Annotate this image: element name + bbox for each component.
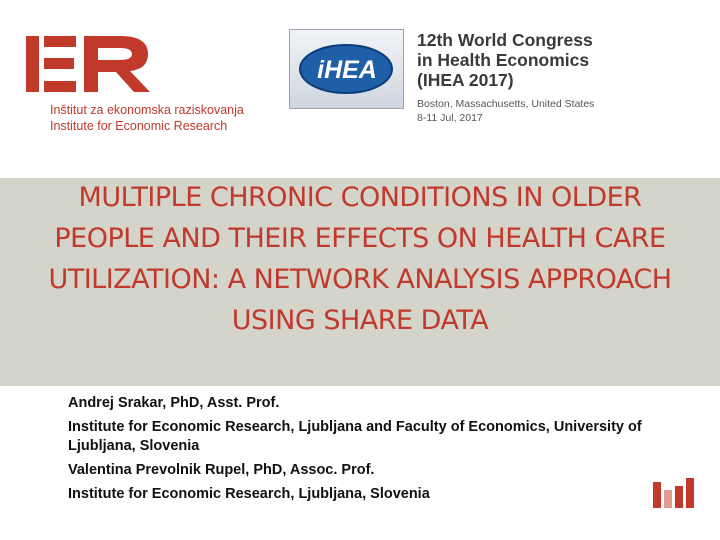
congress-title-line: in Health Economics [417,50,590,70]
title-line: MULTIPLE CHRONIC CONDITIONS IN OLDER [78,182,642,213]
ier-subtitle [50,102,244,134]
author-name: Valentina Prevolnik Rupel, PhD, Assoc. Prof. [68,462,375,478]
title-line: UTILIZATION: A NETWORK ANALYSIS APPROACH [48,264,672,295]
ier-logo [26,36,151,94]
congress-title [417,30,707,90]
congress-meta [417,97,707,125]
title-line: USING SHARE DATA [231,305,489,336]
author-affiliation: Institute for Economic Research, Ljubljana, Slovenia [68,486,430,502]
ihea-logo [289,29,404,109]
ier-subtitle-en: Institute for Economic Research [50,119,228,133]
ihea-mark: iHEA [317,56,377,84]
congress-info [417,30,707,125]
author-block [68,394,668,509]
title-line: PEOPLE AND THEIR EFFECTS ON HEALTH CARE [54,223,666,254]
author-name: Andrej Srakar, PhD, Asst. Prof. [68,395,280,411]
ier-subtitle-sl: Inštitut za ekonomska raziskovanja [50,103,244,117]
congress-location: Boston, Massachusetts, United States [417,98,595,110]
congress-dates: 8-11 Jul, 2017 [417,112,483,124]
congress-title-line: 12th World Congress [417,30,593,50]
ier-bars-icon [653,478,695,508]
congress-title-line: (IHEA 2017) [417,70,514,90]
author-affiliation: Institute for Economic Research, Ljubljana and Faculty of Economics, University of Ljubljana, Slovenia [68,419,642,454]
presentation-title [20,177,700,341]
